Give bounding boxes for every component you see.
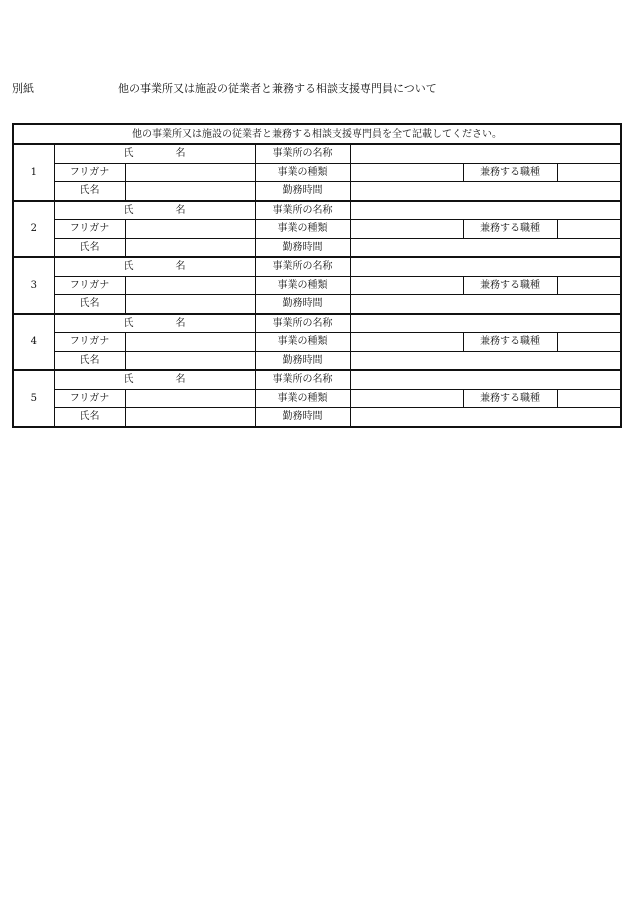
document-title: 他の事業所又は施設の従業者と兼務する相談支援専門員について xyxy=(118,82,437,95)
name-field[interactable] xyxy=(125,408,255,427)
name-field[interactable] xyxy=(125,351,255,370)
entry-row-name-header xyxy=(13,257,621,276)
business-type-field[interactable] xyxy=(350,276,463,295)
entry-row-furigana xyxy=(13,333,621,352)
entry-number: 3 xyxy=(13,257,54,314)
name-header-char-2: 名 xyxy=(175,261,186,273)
furigana-label: フリガナ xyxy=(54,163,125,182)
working-hours-label: 勤務時間 xyxy=(255,238,350,257)
name-header xyxy=(54,201,255,220)
entry-number: 4 xyxy=(13,314,54,371)
business-type-field[interactable] xyxy=(350,163,463,182)
entry-row-name xyxy=(13,238,621,257)
working-hours-field[interactable] xyxy=(350,182,621,201)
working-hours-field[interactable] xyxy=(350,351,621,370)
office-name-label: 事業所の名称 xyxy=(255,201,350,220)
name-header-char-1: 氏 xyxy=(123,148,134,160)
office-name-label: 事業所の名称 xyxy=(255,257,350,276)
entry-row-name-header xyxy=(13,144,621,163)
concurrent-position-field[interactable] xyxy=(557,163,621,182)
name-field[interactable] xyxy=(125,295,255,314)
concurrent-position-label: 兼務する職種 xyxy=(463,220,557,239)
working-hours-label: 勤務時間 xyxy=(255,351,350,370)
attachment-label: 別紙 xyxy=(12,82,34,95)
entry-row-furigana xyxy=(13,276,621,295)
entry-row-furigana xyxy=(13,220,621,239)
name-header-char-1: 氏 xyxy=(123,374,134,386)
entry-number: 5 xyxy=(13,370,54,427)
business-type-label: 事業の種類 xyxy=(255,220,350,239)
name-header xyxy=(54,144,255,163)
name-header-char-2: 名 xyxy=(175,374,186,386)
entry-row-name-header xyxy=(13,201,621,220)
name-header-char-2: 名 xyxy=(175,204,186,216)
name-label: 氏名 xyxy=(54,351,125,370)
office-name-field[interactable] xyxy=(350,370,621,389)
concurrent-position-field[interactable] xyxy=(557,220,621,239)
name-header-char-2: 名 xyxy=(175,148,186,160)
business-type-field[interactable] xyxy=(350,333,463,352)
entry-row-name-header xyxy=(13,370,621,389)
working-hours-field[interactable] xyxy=(350,408,621,427)
concurrent-position-label: 兼務する職種 xyxy=(463,276,557,295)
entry-row-name xyxy=(13,295,621,314)
table-caption: 他の事業所又は施設の従業者と兼務する相談支援専門員を全て記載してください。 xyxy=(13,124,621,144)
working-hours-field[interactable] xyxy=(350,238,621,257)
furigana-label: フリガナ xyxy=(54,333,125,352)
entry-number: 2 xyxy=(13,201,54,258)
business-type-label: 事業の種類 xyxy=(255,333,350,352)
name-header-char-1: 氏 xyxy=(123,261,134,273)
concurrent-position-label: 兼務する職種 xyxy=(463,163,557,182)
furigana-field[interactable] xyxy=(125,220,255,239)
furigana-label: フリガナ xyxy=(54,389,125,408)
concurrent-position-field[interactable] xyxy=(557,276,621,295)
furigana-label: フリガナ xyxy=(54,220,125,239)
entry-row-name xyxy=(13,408,621,427)
name-header xyxy=(54,314,255,333)
name-header-char-1: 氏 xyxy=(123,204,134,216)
office-name-field[interactable] xyxy=(350,314,621,333)
entry-number: 1 xyxy=(13,144,54,201)
office-name-label: 事業所の名称 xyxy=(255,370,350,389)
entry-row-furigana xyxy=(13,163,621,182)
working-hours-field[interactable] xyxy=(350,295,621,314)
name-header-char-1: 氏 xyxy=(123,317,134,329)
office-name-field[interactable] xyxy=(350,201,621,220)
business-type-field[interactable] xyxy=(350,389,463,408)
entry-row-name xyxy=(13,351,621,370)
entry-row-name-header xyxy=(13,314,621,333)
staff-form-table xyxy=(12,123,622,428)
working-hours-label: 勤務時間 xyxy=(255,408,350,427)
entry-row-name xyxy=(13,182,621,201)
furigana-field[interactable] xyxy=(125,389,255,408)
concurrent-position-field[interactable] xyxy=(557,389,621,408)
name-field[interactable] xyxy=(125,182,255,201)
furigana-field[interactable] xyxy=(125,333,255,352)
name-header xyxy=(54,370,255,389)
furigana-label: フリガナ xyxy=(54,276,125,295)
name-label: 氏名 xyxy=(54,182,125,201)
office-name-field[interactable] xyxy=(350,144,621,163)
name-field[interactable] xyxy=(125,238,255,257)
office-name-label: 事業所の名称 xyxy=(255,314,350,333)
concurrent-position-label: 兼務する職種 xyxy=(463,333,557,352)
concurrent-position-label: 兼務する職種 xyxy=(463,389,557,408)
working-hours-label: 勤務時間 xyxy=(255,182,350,201)
business-type-label: 事業の種類 xyxy=(255,389,350,408)
name-header-char-2: 名 xyxy=(175,317,186,329)
furigana-field[interactable] xyxy=(125,163,255,182)
office-name-field[interactable] xyxy=(350,257,621,276)
concurrent-position-field[interactable] xyxy=(557,333,621,352)
name-label: 氏名 xyxy=(54,408,125,427)
furigana-field[interactable] xyxy=(125,276,255,295)
entry-row-furigana xyxy=(13,389,621,408)
name-label: 氏名 xyxy=(54,295,125,314)
working-hours-label: 勤務時間 xyxy=(255,295,350,314)
business-type-label: 事業の種類 xyxy=(255,276,350,295)
name-label: 氏名 xyxy=(54,238,125,257)
name-header xyxy=(54,257,255,276)
business-type-label: 事業の種類 xyxy=(255,163,350,182)
office-name-label: 事業所の名称 xyxy=(255,144,350,163)
business-type-field[interactable] xyxy=(350,220,463,239)
